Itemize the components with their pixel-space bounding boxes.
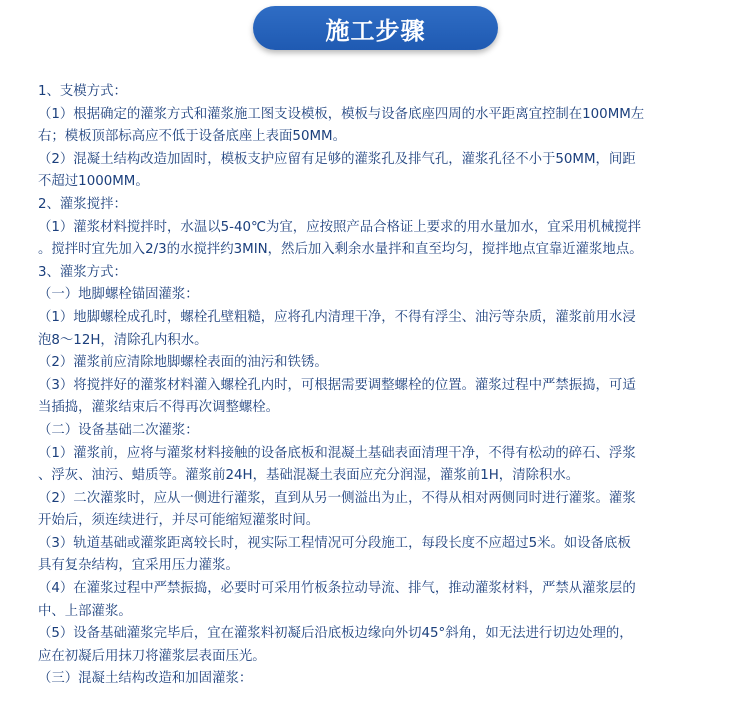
text-line: 2、灌浆搅拌：: [38, 196, 127, 212]
text-line: （二）设备基础二次灌浆：: [38, 422, 199, 438]
text-line: 、浮灰、油污、蜡质等。灌浆前24H，基础混凝土表面应充分润湿，灌浆前1H，清除积水。: [38, 468, 580, 484]
title-banner: [253, 6, 498, 50]
text-line: （4）在灌浆过程中严禁振捣，必要时可采用竹板条拉动导流、排气，推动灌浆材料，严禁从灌浆层的: [38, 581, 636, 597]
text-line: （一）地脚螺栓锚固灌浆：: [38, 287, 199, 303]
text-line: （2）灌浆前应清除地脚螺栓表面的油污和铁锈。: [38, 355, 328, 371]
text-line: 3、灌浆方式：: [38, 264, 127, 280]
text-line: 中、上部灌浆。: [38, 603, 132, 619]
document-body: [38, 81, 728, 691]
text-line: （1）灌浆材料搅拌时，水温以5-40℃为宜，应按照产品合格证上要求的用水量加水，宜采用机械搅拌: [38, 219, 641, 235]
text-line: （1）根据确定的灌浆方式和灌浆施工图支设模板，模板与设备底座四周的水平距离宜控制在100MM左: [38, 106, 645, 122]
text-line: 应在初凝后用抹刀将灌浆层表面压光。: [38, 648, 266, 664]
text-line: 泡8～12H，清除孔内积水。: [38, 332, 208, 348]
text-line: 右；模板顶部标高应不低于设备底座上表面50MM。: [38, 129, 346, 145]
text-line: （1）地脚螺栓成孔时，螺栓孔壁粗糙，应将孔内清理干净，不得有浮尘、油污等杂质，灌浆前用水浸: [38, 309, 636, 325]
text-line: （5）设备基础灌浆完毕后，宜在灌浆料初凝后沿底板边缘向外切45°斜角，如无法进行切边处理的，: [38, 626, 633, 642]
text-line: （3）轨道基础或灌浆距离较长时，视实际工程情况可分段施工，每段长度不应超过5米。如设备底板: [38, 535, 631, 551]
text-line: （2）混凝土结构改造加固时，模板支护应留有足够的灌浆孔及排气孔，灌浆孔径不小于50MM，间距: [38, 151, 636, 167]
text-line: 1、支模方式：: [38, 84, 127, 99]
text-line: （1）灌浆前，应将与灌浆材料接触的设备底板和混凝土基础表面清理干净，不得有松动的碎石、浮浆: [38, 445, 636, 461]
text-line: 当插捣，灌浆结束后不得再次调整螺栓。: [38, 400, 280, 416]
text-line: （三）混凝土结构改造和加固灌浆：: [38, 671, 253, 687]
text-line: 。搅拌时宜先加入2/3的水搅拌约3MIN，然后加入剩余水量拌和直至均匀，搅拌地点宜靠近灌浆地点。: [38, 242, 643, 258]
text-line: （3）将搅拌好的灌浆材料灌入螺栓孔内时，可根据需要调整螺栓的位置。灌浆过程中严禁振捣，可适: [38, 377, 636, 393]
text-line: 具有复杂结构，宜采用压力灌浆。: [38, 558, 239, 574]
text-line: （2）二次灌浆时，应从一侧进行灌浆，直到从另一侧溢出为止，不得从相对两侧同时进行灌浆。灌浆: [38, 490, 636, 506]
page-title: 施工步骤: [325, 16, 426, 45]
text-line: 不超过1000MM。: [38, 174, 149, 190]
header: [0, 0, 750, 60]
text-line: 开始后，须连续进行，并尽可能缩短灌浆时间。: [38, 513, 320, 529]
